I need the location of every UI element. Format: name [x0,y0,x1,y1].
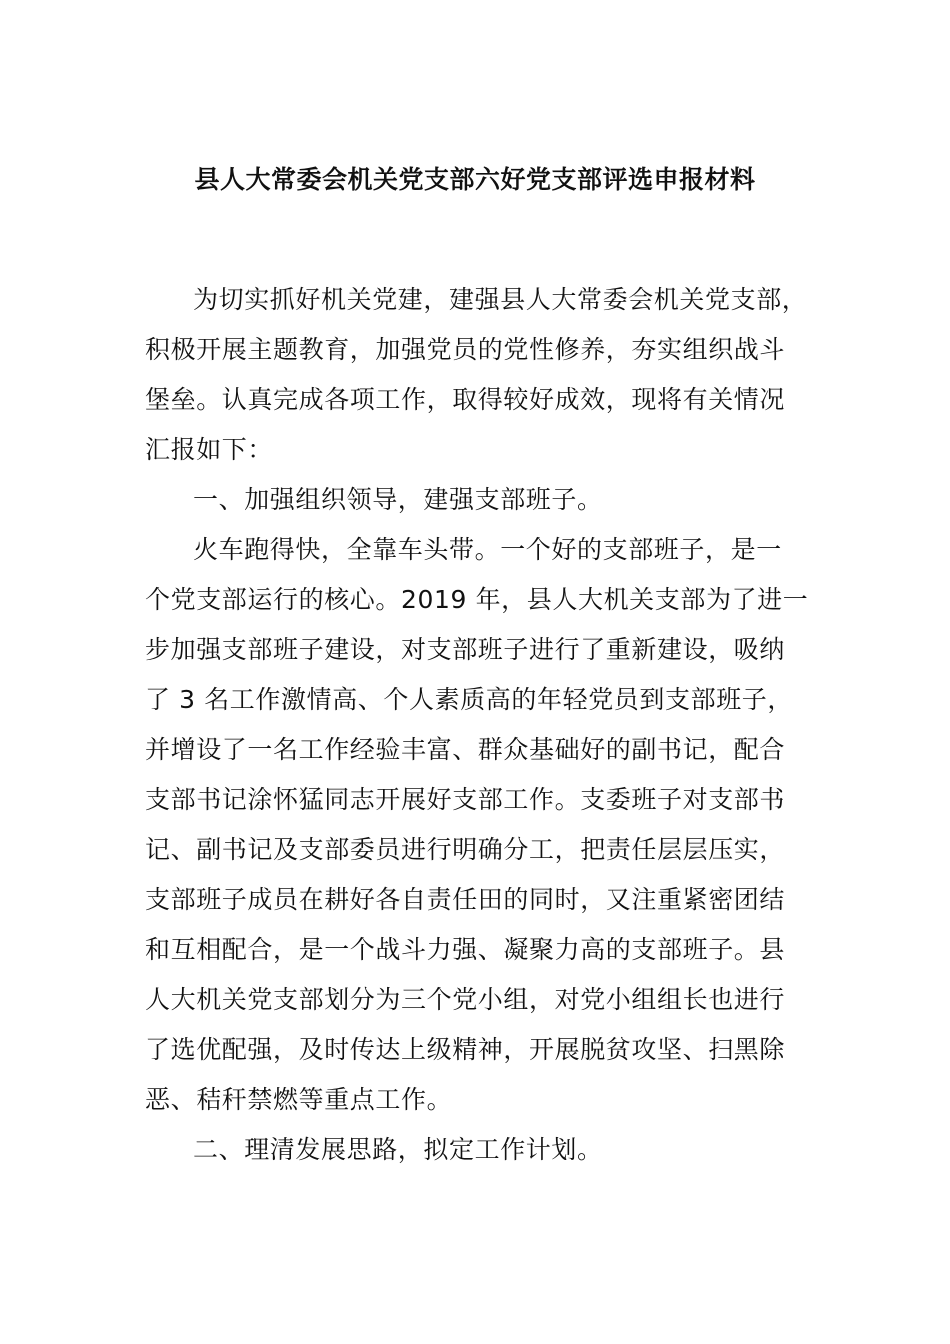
paragraph-line: 恶、秸秆禁燃等重点工作。 [145,1085,453,1114]
paragraph-line: 人大机关党支部划分为三个党小组，对党小组组长也进行 [145,985,786,1014]
paragraph-line: 火车跑得快，全靠车头带。一个好的支部班子，是一 [193,535,782,564]
paragraph-line: 了 3 名工作激情高、个人素质高的年轻党员到支部班子， [145,685,794,714]
paragraph-line: 堡垒。认真完成各项工作，取得较好成效，现将有关情况 [145,385,786,414]
section-heading-2: 二、理清发展思路，拟定工作计划。 [193,1135,603,1164]
paragraph-line: 为切实抓好机关党建，建强县人大常委会机关党支部， [193,285,808,314]
paragraph-line: 记、副书记及支部委员进行明确分工，把责任层层压实， [145,835,786,864]
paragraph-line: 了选优配强，及时传达上级精神，开展脱贫攻坚、扫黑除 [145,1035,786,1064]
paragraph-line: 和互相配合，是一个战斗力强、凝聚力高的支部班子。县 [145,935,786,964]
section-heading-1: 一、加强组织领导，建强支部班子。 [193,485,603,514]
paragraph-line: 个党支部运行的核心。2019 年，县人大机关支部为了进一 [145,585,809,614]
paragraph-line: 积极开展主题教育，加强党员的党性修养，夯实组织战斗 [145,335,786,364]
paragraph-line: 汇报如下： [145,435,274,464]
paragraph-line: 步加强支部班子建设，对支部班子进行了重新建设，吸纳 [145,635,786,664]
paragraph-line: 支部班子成员在耕好各自责任田的同时，又注重紧密团结 [145,885,786,914]
document-title: 县人大常委会机关党支部六好党支部评选申报材料 [194,165,756,194]
paragraph-line: 支部书记涂怀猛同志开展好支部工作。支委班子对支部书 [145,785,786,814]
paragraph-line: 并增设了一名工作经验丰富、群众基础好的副书记，配合 [145,735,786,764]
